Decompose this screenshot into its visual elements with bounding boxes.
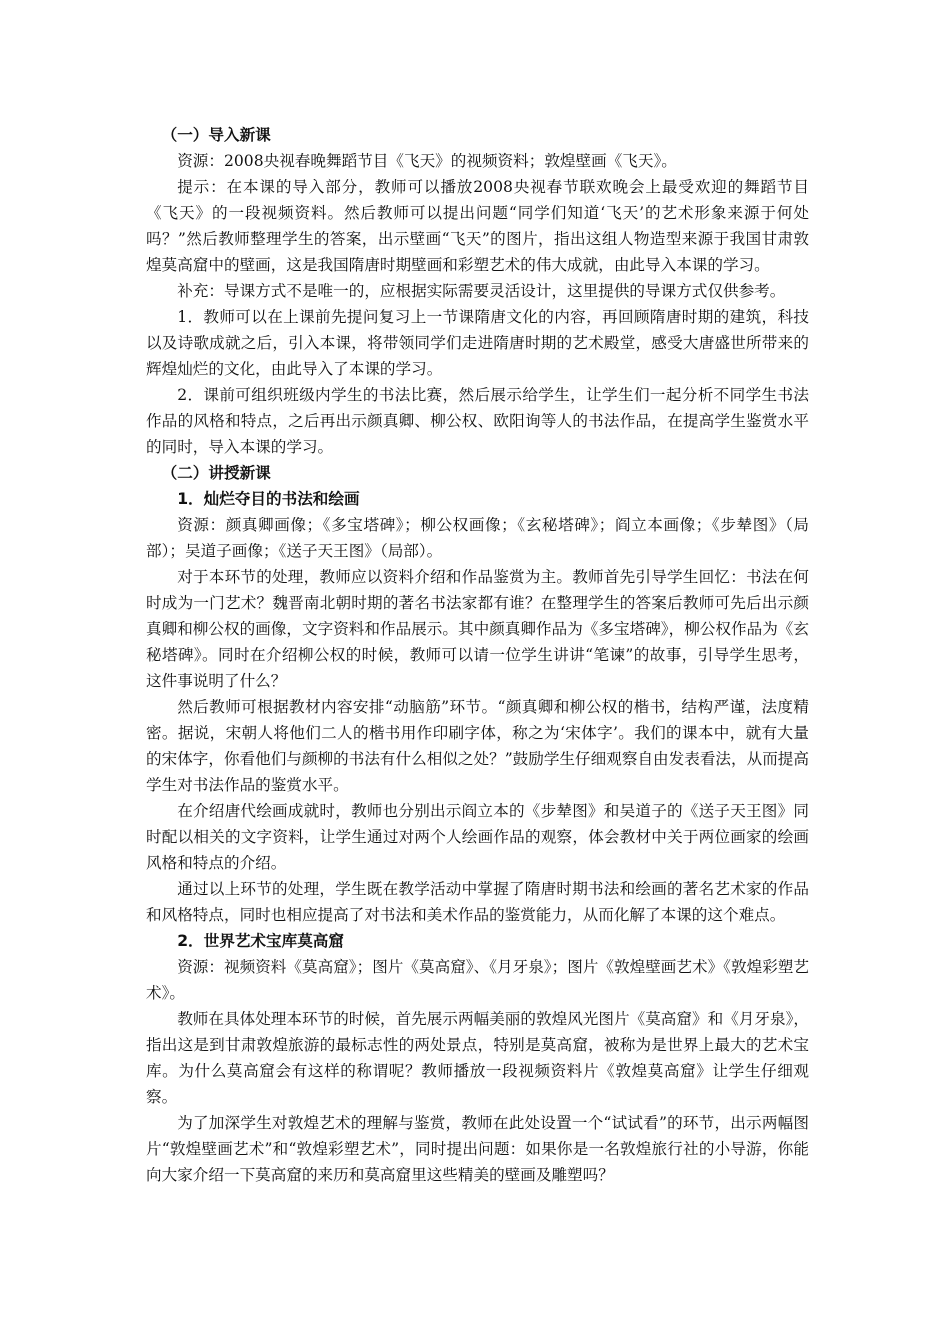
paragraph-calligraphy-resources: 资源：颜真卿画像；《多宝塔碑》；柳公权画像；《玄秘塔碑》；阎立本画像；《步辇图》（局部）；吴道子画像；《送子天王图》（局部）。 bbox=[146, 516, 809, 560]
subsection-heading-mogao: 2．世界艺术宝库莫高窟 bbox=[177, 932, 344, 950]
paragraph-mogao-approach: 教师在具体处理本环节的时候，首先展示两幅美丽的敦煌风光图片《莫高窟》和《月牙泉》，指出这是到甘肃敦煌旅游的最标志性的两处景点，特别是莫高窟，被称为是世界上最大的艺术宝库。为什么莫高窟会有这样的称谓呢？教师播放一段视频资料片《敦煌莫高窟》让学生仔细观察。 bbox=[146, 1010, 809, 1106]
paragraph-painting: 在介绍唐代绘画成就时，教师也分别出示阎立本的《步辇图》和吴道子的《送子天王图》同时配以相关的文字资料，让学生通过对两个人绘画作品的观察，体会教材中关于两位画家的绘画风格和特点的介绍。 bbox=[146, 802, 809, 872]
paragraph-hint: 提示：在本课的导入部分，教师可以播放2008央视春节联欢晚会上最受欢迎的舞蹈节目《飞天》的一段视频资料。然后教师可以提出问题“同学们知道‘飞天’的艺术形象来源于何处吗？”然后教师整理学生的答案，出示壁画“飞天”的图片，指出这组人物造型来源于我国甘肃敦煌莫高窟中的壁画，这是我国隋唐时期壁画和彩塑艺术的伟大成就，由此导入本课的学习。 bbox=[146, 178, 809, 274]
paragraph-option-2: 2．课前可组织班级内学生的书法比赛，然后展示给学生，让学生们一起分析不同学生书法作品的风格和特点，之后再出示颜真卿、柳公权、欧阳询等人的书法作品，在提高学生鉴赏水平的同时，导入本课的学习。 bbox=[146, 386, 809, 456]
paragraph-calligraphy-approach: 对于本环节的处理，教师应以资料介绍和作品鉴赏为主。教师首先引导学生回忆：书法在何时成为一门艺术？魏晋南北朝时期的著名书法家都有谁？在整理学生的答案后教师可先后出示颜真卿和柳公权的画像，文字资料和作品展示。其中颜真卿作品为《多宝塔碑》，柳公权作品为《玄秘塔碑》。同时在介绍柳公权的时候，教师可以请一位学生讲讲“笔谏”的故事，引导学生思考，这件事说明了什么？ bbox=[146, 568, 809, 690]
paragraph-supplement: 补充：导课方式不是唯一的，应根据实际需要灵活设计，这里提供的导课方式仅供参考。 bbox=[177, 282, 786, 300]
document-page bbox=[146, 122, 809, 1188]
paragraph-brainstorm: 然后教师可根据教材内容安排“动脑筋”环节。“颜真卿和柳公权的楷书，结构严谨，法度精密。据说，宋朝人将他们二人的楷书用作印刷字体，称之为‘宋体字’。我们的课本中，就有大量的宋体字，你看他们与颜柳的书法有什么相似之处？”鼓励学生仔细观察自由发表看法，从而提高学生对书法作品的鉴赏水平。 bbox=[146, 698, 809, 794]
section-heading-teach: （二）讲授新课 bbox=[161, 464, 271, 482]
paragraph-mogao-activity: 为了加深学生对敦煌艺术的理解与鉴赏，教师在此处设置一个“试试看”的环节，出示两幅图片“敦煌壁画艺术”和“敦煌彩塑艺术”，同时提出问题：如果你是一名敦煌旅行社的小导游，你能向大家介绍一下莫高窟的来历和莫高窟里这些精美的壁画及雕塑吗？ bbox=[146, 1114, 809, 1184]
paragraph-resources: 资源：2008央视春晚舞蹈节目《飞天》的视频资料；敦煌壁画《飞天》。 bbox=[177, 152, 677, 170]
paragraph-option-1: 1．教师可以在上课前先提问复习上一节课隋唐文化的内容，再回顾隋唐时期的建筑，科技以及诗歌成就之后，引入本课，将带领同学们走进隋唐时期的艺术殿堂，感受大唐盛世所带来的辉煌灿烂的文化，由此导入了本课的学习。 bbox=[146, 308, 809, 378]
subsection-heading-calligraphy: 1．灿烂夺目的书法和绘画 bbox=[177, 490, 360, 508]
paragraph-calligraphy-summary: 通过以上环节的处理，学生既在教学活动中掌握了隋唐时期书法和绘画的著名艺术家的作品和风格特点，同时也相应提高了对书法和美术作品的鉴赏能力，从而化解了本课的这个难点。 bbox=[146, 880, 809, 924]
section-heading-intro: （一）导入新课 bbox=[161, 126, 271, 144]
paragraph-mogao-resources: 资源：视频资料《莫高窟》；图片《莫高窟》、《月牙泉》；图片《敦煌壁画艺术》《敦煌彩塑艺术》。 bbox=[146, 958, 809, 1002]
